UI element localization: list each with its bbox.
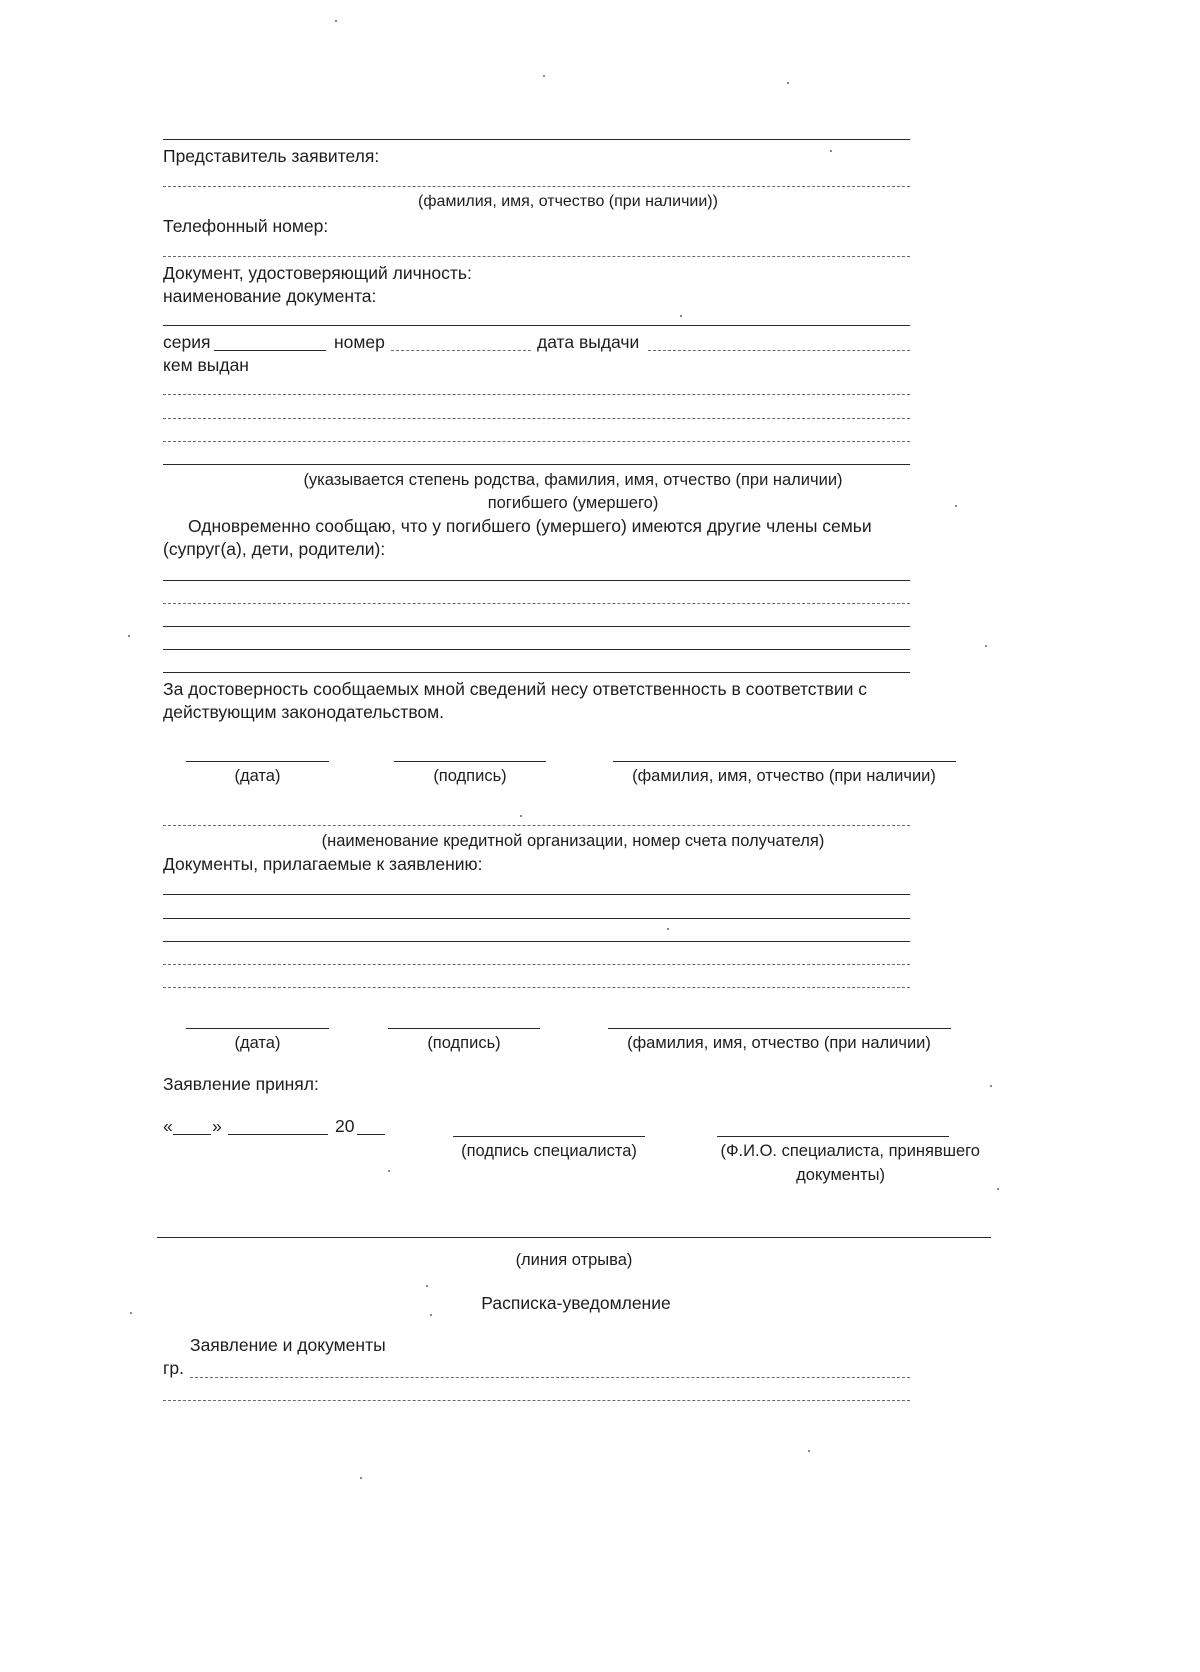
scan-speck [360,1477,362,1479]
attached-line-3[interactable] [163,941,910,942]
bank-field[interactable] [163,825,910,826]
scan-speck [667,928,669,930]
accepted-label: Заявление принял: [163,1074,319,1094]
specialist-fio-caption-2: документы) [796,1166,885,1184]
issue-date-field[interactable] [648,350,910,351]
scan-speck [426,1285,428,1287]
kinship-caption-1: (указывается степень родства, фамилия, имя, отчество (при наличии) [303,471,843,489]
family-line-1[interactable] [163,580,910,581]
specialist-fio-field[interactable] [717,1136,949,1137]
scan-speck [985,645,987,647]
attached-line-1[interactable] [163,894,910,895]
scan-speck [787,82,789,84]
sig1-sign-caption: (подпись) [433,767,507,785]
quote-open: « [163,1116,173,1136]
representative-fio-field[interactable] [163,186,910,187]
number-label: номер [334,332,385,352]
scan-speck [335,20,337,22]
attached-line-2[interactable] [163,918,910,919]
number-field[interactable] [391,350,531,351]
document-name-field[interactable] [163,325,910,326]
family-text-line-1: Одновременно сообщаю, что у погибшего (умершего) имеются другие члены семьи [188,516,872,536]
issued-by-line-1[interactable] [163,394,910,395]
family-line-4[interactable] [163,649,910,650]
series-label: серия [163,332,211,352]
sig1-fio-field[interactable] [613,761,956,762]
sig1-fio-caption: (фамилия, имя, отчество (при наличии) [632,767,936,785]
family-text-line-2: (супруг(а), дети, родители): [163,539,386,559]
scan-speck [543,75,545,77]
family-line-2[interactable] [163,603,910,604]
issued-by-line-3[interactable] [163,441,910,442]
year-prefix: 20 [335,1116,355,1136]
sig1-date-caption: (дата) [234,767,281,785]
kinship-field[interactable] [163,464,910,465]
attached-line-4[interactable] [163,964,910,965]
scan-speck [955,505,957,507]
scan-speck [130,1312,132,1314]
responsibility-line-1: За достоверность сообщаемых мной сведений несу ответственность в соответствии с [163,679,868,699]
bank-caption: (наименование кредитной организации, номер счета получателя) [321,832,825,850]
issued-by-label: кем выдан [163,355,249,375]
month-field[interactable] [228,1134,328,1135]
day-field[interactable] [173,1134,211,1135]
sig2-fio-field[interactable] [608,1028,951,1029]
sig2-date-caption: (дата) [234,1034,281,1052]
series-field[interactable] [214,350,326,351]
receipt-citizen-field-2[interactable] [163,1400,910,1401]
scan-speck [808,1450,810,1452]
scan-speck [388,1170,390,1172]
receipt-docs-label: Заявление и документы [190,1335,386,1355]
scan-speck [430,1314,432,1316]
responsibility-line-2: действующим законодательством. [163,702,445,722]
scan-speck [128,635,130,637]
sig2-sign-field[interactable] [388,1028,540,1029]
family-line-3[interactable] [163,626,910,627]
document-name-label: наименование документа: [163,286,377,306]
representative-label: Представитель заявителя: [163,146,380,166]
scan-speck [997,1188,999,1190]
kinship-caption-2: погибшего (умершего) [487,494,659,512]
scan-speck [520,815,522,817]
issued-by-line-2[interactable] [163,418,910,419]
phone-label: Телефонный номер: [163,216,329,236]
specialist-fio-caption-1: (Ф.И.О. специалиста, принявшего [720,1142,980,1160]
id-document-label: Документ, удостоверяющий личность: [163,263,472,283]
phone-field[interactable] [163,256,910,257]
specialist-sign-caption: (подпись специалиста) [461,1142,637,1160]
quote-close: » [212,1116,222,1136]
family-line-5[interactable] [163,672,910,673]
attached-docs-label: Документы, прилагаемые к заявлению: [163,854,483,874]
tear-line-caption: (линия отрыва) [515,1251,633,1269]
specialist-sign-field[interactable] [453,1136,645,1137]
sig1-date-field[interactable] [186,761,329,762]
fio-caption: (фамилия, имя, отчество (при наличии)) [418,193,718,210]
tear-line [157,1237,991,1238]
scan-speck [830,150,832,152]
attached-line-5[interactable] [163,987,910,988]
scan-speck [990,1085,992,1087]
year-field[interactable] [357,1134,385,1135]
receipt-citizen-label: гр. [163,1358,184,1378]
receipt-title: Расписка-уведомление [481,1293,671,1313]
sig1-sign-field[interactable] [394,761,546,762]
sig2-fio-caption: (фамилия, имя, отчество (при наличии) [627,1034,931,1052]
scan-speck [680,315,682,317]
sig2-date-field[interactable] [186,1028,329,1029]
sig2-sign-caption: (подпись) [427,1034,501,1052]
rule-top [163,139,910,140]
receipt-citizen-field[interactable] [190,1377,910,1378]
issue-date-label: дата выдачи [537,332,640,352]
